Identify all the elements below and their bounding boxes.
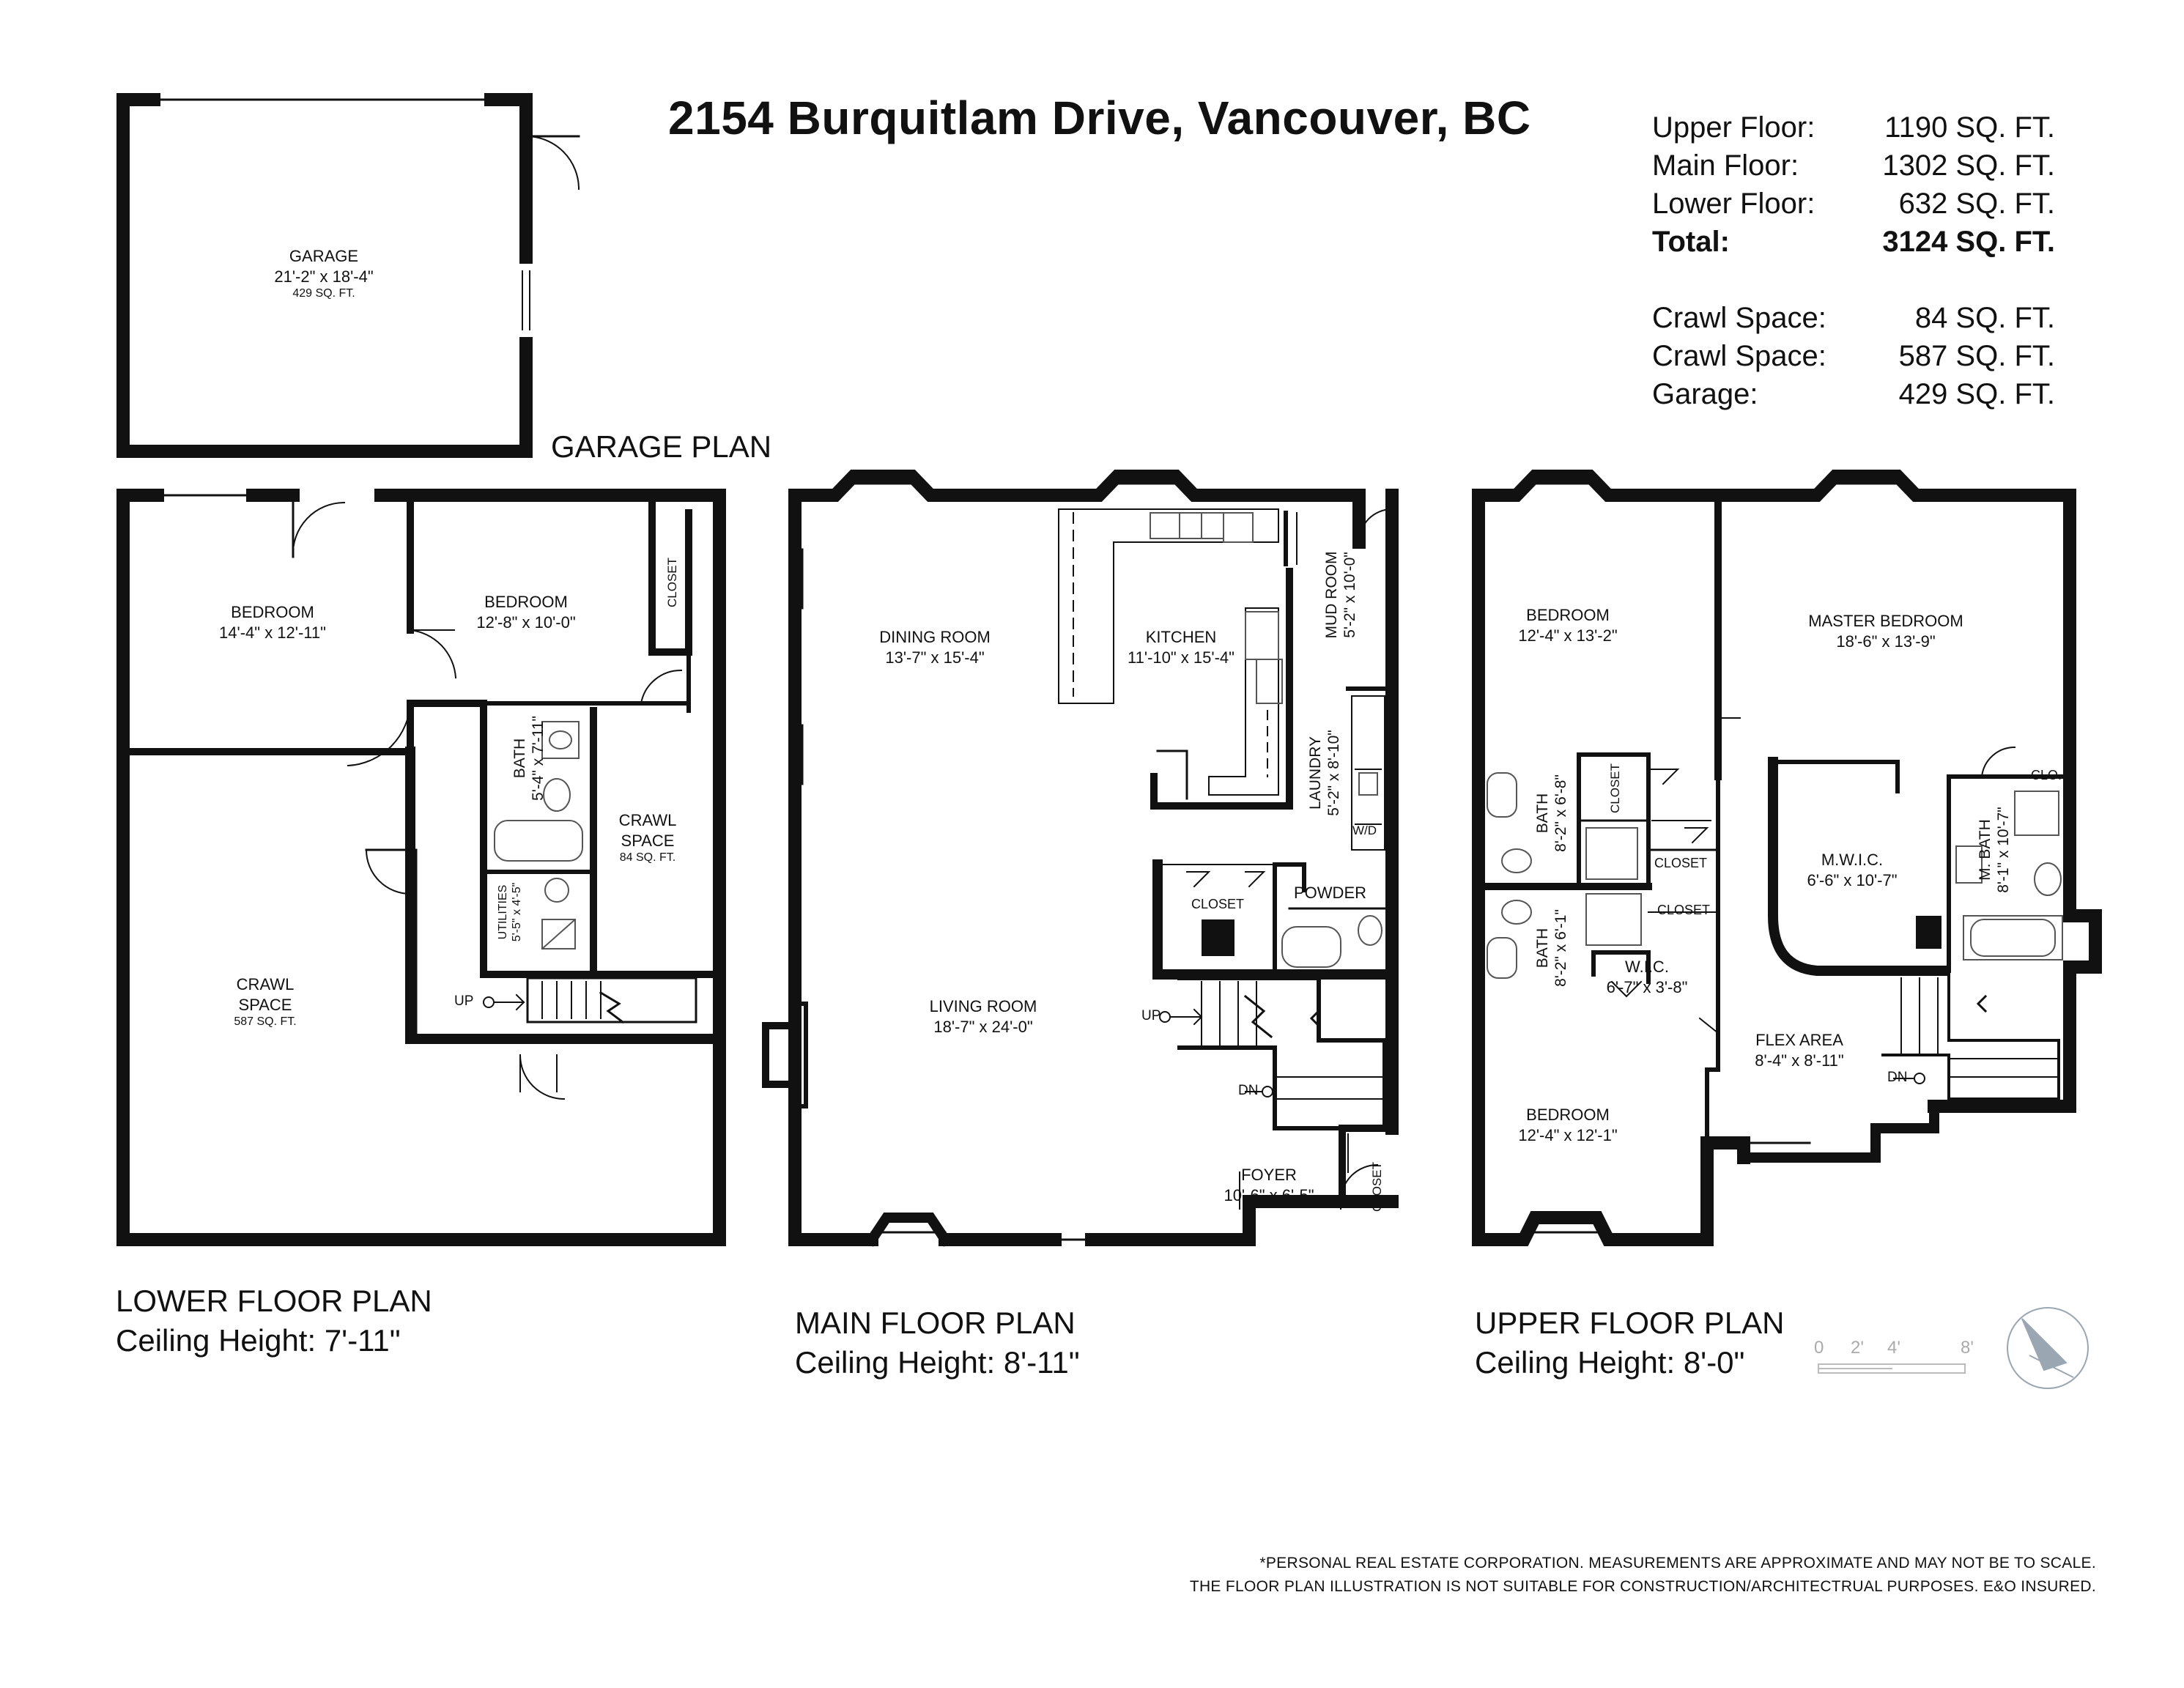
room-mud [1322, 552, 1359, 639]
room-master-bedroom [1808, 611, 1963, 651]
room-clo: CLO. [2031, 768, 2062, 782]
room-name: UTILITIES [496, 884, 509, 940]
summary-label: Lower Floor: [1652, 188, 1815, 220]
room-name: BEDROOM [1526, 606, 1610, 624]
room-name: KITCHEN [1145, 628, 1217, 646]
summary-label: Main Floor: [1652, 149, 1799, 182]
main-floor-walls [766, 476, 1392, 1240]
scale-label: 8' [1961, 1338, 1974, 1358]
room-name: LAUNDRY [1306, 736, 1324, 810]
room-dims: 8'-2" x 6'-8" [1552, 774, 1569, 852]
main-ceiling-height: Ceiling Height: 8'-11" [795, 1345, 1080, 1380]
summary-value: 429 SQ. FT. [1898, 378, 2055, 410]
room-dims: 5'-4" x 7'-11" [530, 716, 547, 801]
lower-floor-walls [123, 495, 719, 1240]
room-master-bath [1976, 807, 2013, 892]
room-name: MUD ROOM [1322, 551, 1340, 639]
room-lower-utilities [496, 883, 524, 942]
room-dining [879, 627, 991, 667]
summary-label: Crawl Space: [1652, 302, 1826, 334]
room-upper-closet-c: CLOSET [1657, 903, 1711, 917]
room-area: 429 SQ. FT. [292, 287, 355, 300]
room-name: BATH [511, 738, 528, 779]
room-dims: 8'-2" x 6'-1" [1552, 909, 1569, 987]
room-area: 587 SQ. FT. [234, 1015, 297, 1028]
room-upper-closet-a: CLOSET [1607, 763, 1622, 814]
room-dims: 14'-4" x 12'-11" [219, 623, 326, 642]
room-area: 84 SQ. FT. [619, 851, 676, 864]
room-crawl-space-large [234, 974, 296, 1029]
room-dims: 18'-6" x 13'-9" [1836, 632, 1936, 651]
summary-value: 1190 SQ. FT. [1884, 111, 2055, 144]
room-powder: POWDER [1294, 884, 1366, 902]
main-stair-up-label: UP [1141, 1008, 1161, 1023]
upper-ceiling-height: Ceiling Height: 8'-0" [1475, 1345, 1745, 1380]
room-name: M.W.I.C. [1821, 851, 1884, 869]
room-dims: 8'-1" x 10'-7" [1995, 807, 2012, 893]
upper-plan-title: UPPER FLOOR PLAN [1475, 1306, 1785, 1340]
room-upper-bath-1 [1533, 774, 1570, 852]
room-garage [274, 246, 373, 301]
lower-ceiling-height: Ceiling Height: 7'-11" [116, 1323, 401, 1358]
main-plan-title: MAIN FLOOR PLAN [795, 1306, 1076, 1340]
room-lower-bath [511, 716, 547, 801]
room-lower-bedroom-2 [476, 592, 575, 632]
room-name: BEDROOM [484, 593, 568, 611]
room-name: LIVING ROOM [929, 997, 1037, 1015]
room-name: SPACE [621, 831, 675, 850]
room-flex-area [1755, 1030, 1843, 1070]
upper-stair-down-label: DN [1887, 1070, 1908, 1085]
scale-label: 0 [1814, 1338, 1824, 1358]
lower-plan-title: LOWER FLOOR PLAN [116, 1284, 432, 1318]
room-name: GARAGE [289, 247, 359, 265]
lower-stair-up-label: UP [454, 993, 474, 1009]
room-name: BEDROOM [231, 603, 314, 621]
room-name: M. BATH [1976, 819, 1994, 881]
room-name: BATH [1533, 793, 1551, 834]
washer-dryer-label: W/D [1352, 823, 1377, 837]
room-name: SPACE [238, 995, 292, 1014]
room-name: FOYER [1241, 1166, 1297, 1184]
summary-label: Crawl Space: [1652, 340, 1826, 372]
room-dims: 5'-2" x 10'-0" [1341, 552, 1358, 638]
room-lower-closet: CLOSET [665, 557, 679, 608]
room-foyer-closet: CLOSET [1369, 1161, 1384, 1213]
room-upper-bedroom-2 [1518, 1105, 1617, 1145]
room-dims: 6'-7" x 3'-8" [1606, 977, 1688, 996]
room-dims: 21'-2" x 18'-4" [274, 267, 374, 286]
summary-label: Garage: [1652, 378, 1758, 410]
property-address: 2154 Burquitlam Drive, Vancouver, BC [668, 92, 1531, 144]
room-dims: 10'-6" x 6'-5" [1224, 1185, 1314, 1204]
disclaimer-line-2: THE FLOOR PLAN ILLUSTRATION IS NOT SUITABLE FOR CONSTRUCTION/ARCHITECTRUAL PURPOSES. E&O INSURED. [1189, 1578, 2096, 1595]
room-living [930, 996, 1037, 1037]
room-upper-bath-2 [1533, 909, 1570, 987]
main-stair-down-label: DN [1238, 1083, 1259, 1098]
summary-total-value: 3124 SQ. FT. [1882, 226, 2055, 258]
summary-label: Upper Floor: [1652, 111, 1815, 144]
room-name: MASTER BEDROOM [1808, 612, 1963, 630]
garage-plan-title: GARAGE PLAN [551, 429, 772, 464]
room-dims: 5'-2" x 8'-10" [1325, 730, 1342, 816]
summary-total-label: Total: [1652, 226, 1730, 258]
room-dims: 8'-4" x 8'-11" [1755, 1051, 1844, 1070]
room-name: CRAWL [236, 975, 295, 993]
room-dims: 13'-7" x 15'-4" [885, 648, 985, 667]
room-dims: 6'-6" x 10'-7" [1807, 870, 1898, 889]
room-dims: 5'-5" x 4'-5" [511, 882, 523, 942]
room-dims: 12'-4" x 12'-1" [1518, 1125, 1618, 1144]
room-main-closet: CLOSET [1191, 897, 1245, 911]
room-kitchen [1128, 627, 1234, 667]
room-name: W.I.C. [1625, 958, 1669, 976]
room-name: BEDROOM [1526, 1106, 1610, 1124]
scale-label: 2' [1851, 1338, 1864, 1358]
summary-value: 84 SQ. FT. [1914, 302, 2055, 334]
room-upper-closet-b: CLOSET [1654, 856, 1708, 870]
room-name: DINING ROOM [879, 628, 991, 646]
disclaimer-line-1: *PERSONAL REAL ESTATE CORPORATION. MEASUREMENTS ARE APPROXIMATE AND MAY NOT BE TO SCALE. [1259, 1555, 2096, 1572]
room-foyer [1224, 1165, 1314, 1205]
room-dims: 11'-10" x 15'-4" [1128, 648, 1234, 667]
room-lower-bedroom-1 [219, 602, 326, 643]
room-dims: 12'-4" x 13'-2" [1518, 626, 1618, 645]
room-name: FLEX AREA [1755, 1031, 1843, 1049]
compass-icon [2007, 1308, 2088, 1388]
room-dims: 12'-8" x 10'-0" [476, 612, 576, 632]
room-name: BATH [1533, 928, 1551, 969]
room-wic [1607, 957, 1688, 997]
room-dims: 18'-7" x 24'-0" [933, 1017, 1033, 1036]
summary-value: 587 SQ. FT. [1898, 340, 2055, 372]
room-upper-bedroom-1 [1518, 605, 1617, 645]
room-crawl-space-small [619, 810, 677, 865]
room-laundry [1306, 730, 1343, 815]
summary-value: 632 SQ. FT. [1898, 188, 2055, 220]
scale-label: 4' [1887, 1338, 1900, 1358]
scale-bar [1818, 1364, 1965, 1373]
room-mwic [1807, 850, 1897, 890]
room-name: CRAWL [618, 811, 677, 829]
summary-value: 1302 SQ. FT. [1882, 149, 2055, 182]
